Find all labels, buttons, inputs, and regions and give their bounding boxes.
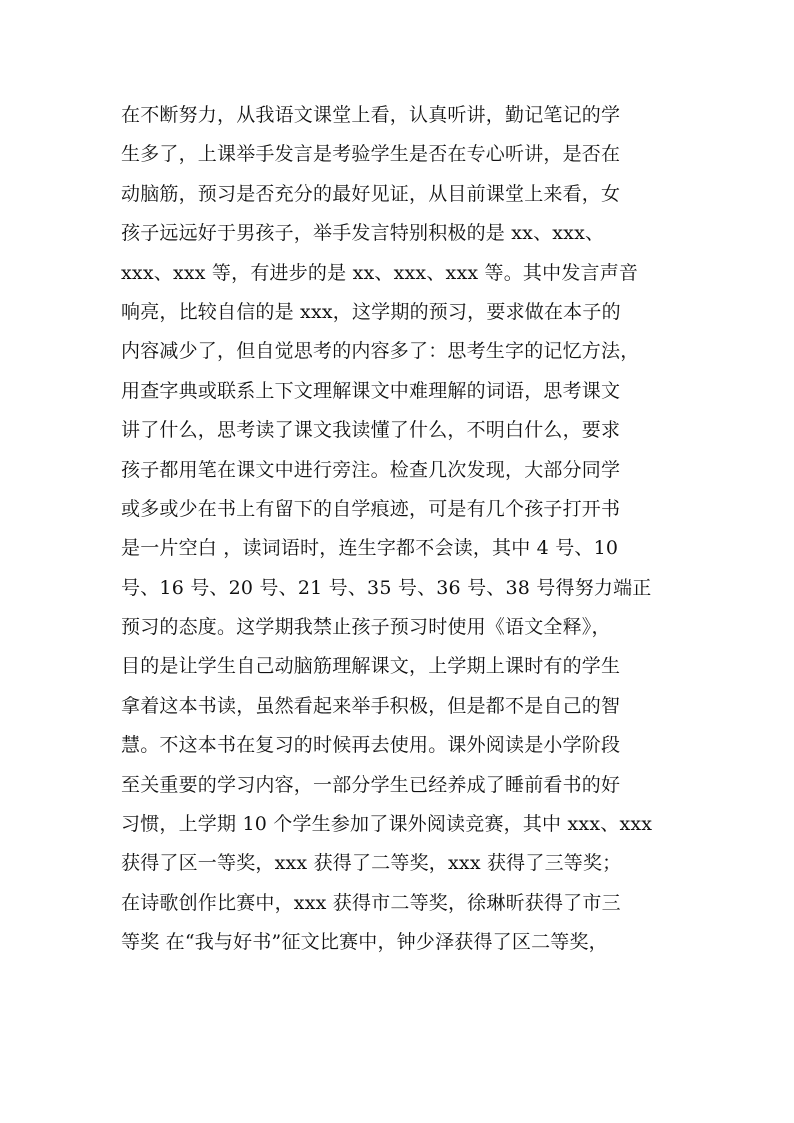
body-paragraph <box>121 96 681 963</box>
text-line: 或多或少在书上有留下的自学痕迹，可是有几个孩子打开书 <box>121 497 621 520</box>
text-line: 等奖 在“我与好书”征文比赛中，钟少泽获得了区二等奖， <box>121 931 608 954</box>
text-line: 生多了，上课举手发言是考验学生是否在专心听讲，是否在 <box>121 143 621 166</box>
text-line: 内容减少了，但自觉思考的内容多了：思考生字的记忆方法， <box>121 340 640 363</box>
text-line: 预习的态度。这学期我禁止孩子预习时使用《语文全释》， <box>121 616 611 639</box>
text-line: 在不断努力，从我语文课堂上看，认真听讲，勤记笔记的学 <box>121 104 621 126</box>
text-line: 拿着这本书读，虽然看起来举手积极，但是都不是自己的智 <box>121 694 621 717</box>
text-line: 在诗歌创作比赛中，xxx 获得市二等奖，徐琳昕获得了市三 <box>121 891 621 914</box>
text-line: 孩子远远好于男孩子，举手发言特别积极的是 xx、xxx、 <box>121 222 605 245</box>
text-line: 用查字典或联系上下文理解课文中难理解的词语，思考课文 <box>121 379 621 402</box>
text-line: 习惯，上学期 10 个学生参加了课外阅读竞赛，其中 xxx、xxx <box>121 813 653 836</box>
text-line: 响亮，比较自信的是 xxx，这学期的预习，要求做在本子的 <box>121 300 621 323</box>
text-line: 获得了区一等奖，xxx 获得了二等奖，xxx 获得了三等奖； <box>121 852 622 875</box>
text-line: 号、16 号、20 号、21 号、35 号、36 号、38 号得努力端正 <box>121 576 652 599</box>
text-line: 至关重要的学习内容，一部分学生已经养成了睡前看书的好 <box>121 773 621 796</box>
text-line: 目的是让学生自己动脑筋理解课文，上学期上课时有的学生 <box>121 655 621 678</box>
text-line: 慧。不这本书在复习的时候再去使用。课外阅读是小学阶段 <box>121 734 621 757</box>
text-line: 是一片空白 ，读词语时，连生字都不会读，其中 4 号、10 <box>121 537 619 560</box>
text-line: xxx、xxx 等，有进步的是 xx、xxx、xxx 等。其中发言声音 <box>121 261 639 284</box>
text-line: 孩子都用笔在课文中进行旁注。检查几次发现，大部分同学 <box>121 458 621 481</box>
text-line: 动脑筋，预习是否充分的最好见证，从目前课堂上来看，女 <box>121 182 621 205</box>
text-line: 讲了什么，思考读了课文我读懂了什么，不明白什么，要求 <box>121 419 621 442</box>
